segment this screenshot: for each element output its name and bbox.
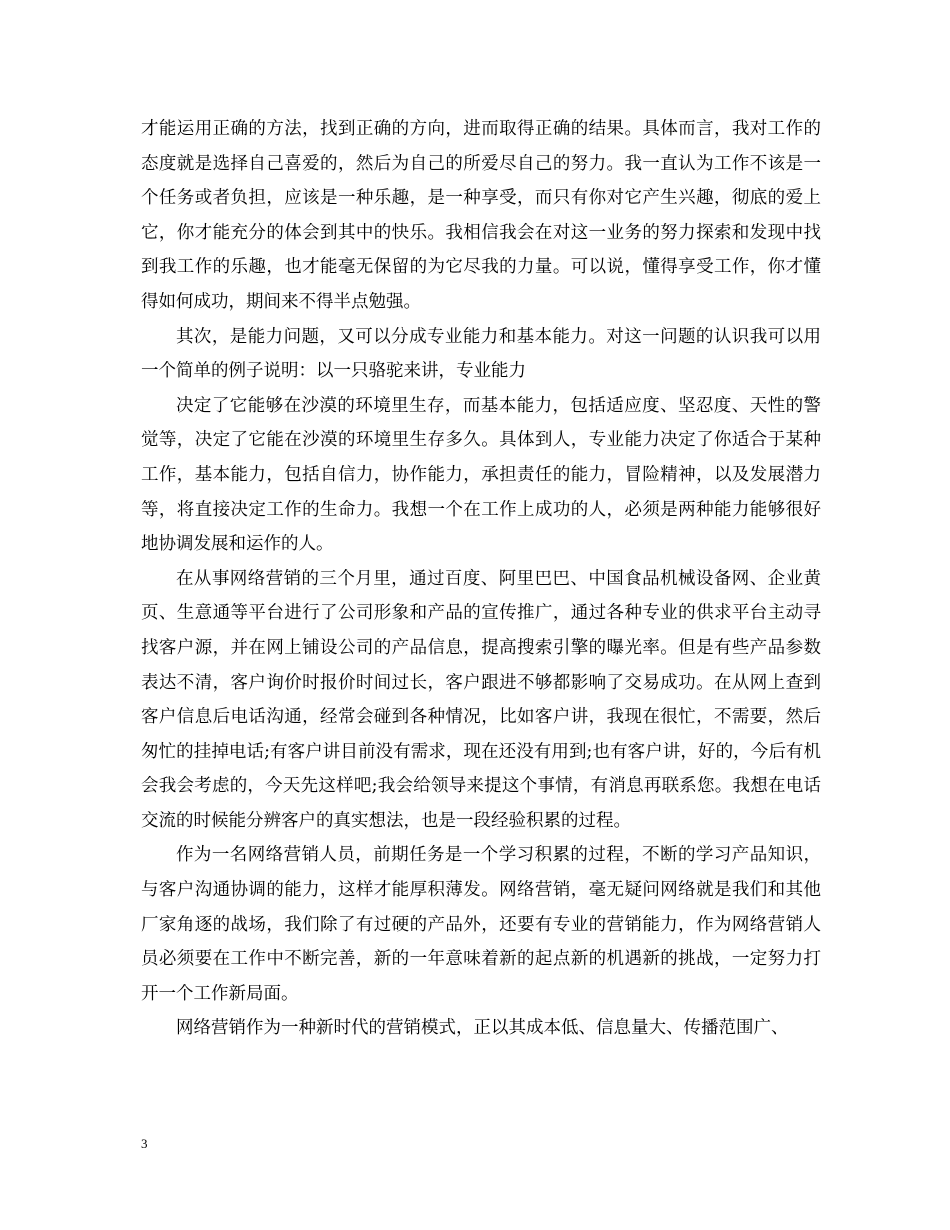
page-number: 3 (141, 1136, 148, 1151)
paragraph-3: 决定了它能够在沙漠的环境里生存，而基本能力，包括适应度、坚忍度、天性的警觉等，决定了它能在沙漠的环境里生存多久。具体到人，专业能力决定了你适合于某种工作，基本能力，包括自信力，协作能力，承担责任的能力，冒险精神，以及发展潜力等，将直接决定工作的生命力。我想一个在工作上成功的人，必须是两种能力能够很好地协调发展和运作的人。 (141, 395, 821, 555)
paragraph-1: 才能运用正确的方法，找到正确的方向，进而取得正确的结果。具体而言，我对工作的态度就是选择自己喜爱的，然后为自己的所爱尽自己的努力。我一直认为工作不该是一个任务或者负担，应该是一种乐趣，是一种享受，而只有你对它产生兴趣，彻底的爱上它，你才能充分的体会到其中的快乐。我相信我会在对这一业务的努力探索和发现中找到我工作的乐趣，也才能毫无保留的为它尽我的力量。可以说，懂得享受工作，你才懂得如何成功，期间来不得半点勉强。 (141, 119, 821, 312)
paragraph-5: 作为一名网络营销人员，前期任务是一个学习积累的过程，不断的学习产品知识，与客户沟通协调的能力，这样才能厚积薄发。网络营销，毫无疑问网络就是我们和其他厂家角逐的战场，我们除了有过硬的产品外，还要有专业的营销能力，作为网络营销人员必须要在工作中不断完善，新的一年意味着新的起点新的机遇新的挑战，一定努力打开一个工作新局面。 (141, 845, 821, 1004)
paragraph-2: 其次，是能力问题，又可以分成专业能力和基本能力。对这一问题的认识我可以用一个简单的例子说明：以一只骆驼来讲，专业能力 (141, 326, 821, 382)
paragraph-6: 网络营销作为一种新时代的营销模式，正以其成本低、信息量大、传播范围广、 (176, 1018, 789, 1039)
document-body (141, 112, 821, 1046)
paragraph-4: 在从事网络营销的三个月里，通过百度、阿里巴巴、中国食品机械设备网、企业黄页、生意通等平台进行了公司形象和产品的宣传推广，通过各种专业的供求平台主动寻找客户源，并在网上铺设公司的产品信息，提高搜索引擎的曝光率。但是有些产品参数表达不清，客户询价时报价时间过长，客户跟进不够都影响了交易成功。在从网上查到客户信息后电话沟通，经常会碰到各种情况，比如客户讲，我现在很忙，不需要，然后匆忙的挂掉电话;有客户讲目前没有需求，现在还没有用到;也有客户讲，好的，今后有机会我会考虑的，今天先这样吧;我会给领导来提这个事情，有消息再联系您。我想在电话交流的时候能分辨客户的真实想法，也是一段经验积累的过程。 (141, 568, 821, 831)
